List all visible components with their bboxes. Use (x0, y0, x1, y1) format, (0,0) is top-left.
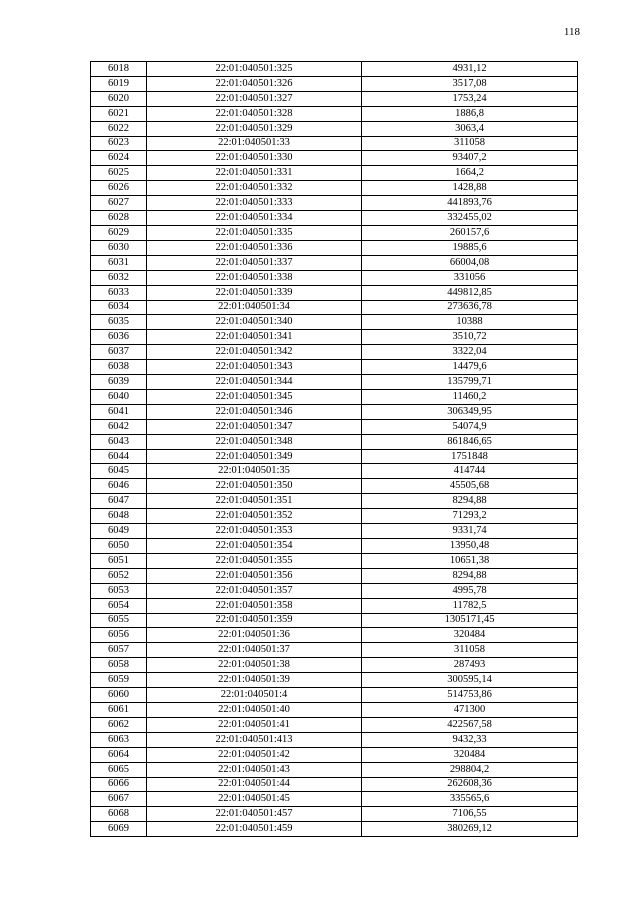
cadastral-number-cell: 22:01:040501:349 (147, 449, 362, 464)
cadastral-number-cell: 22:01:040501:33 (147, 136, 362, 151)
cadastral-number-cell: 22:01:040501:335 (147, 225, 362, 240)
value-cell: 335565,6 (362, 792, 578, 807)
table-row (91, 613, 578, 628)
value-cell: 331056 (362, 270, 578, 285)
row-number-cell: 6055 (91, 613, 147, 628)
value-cell: 1664,2 (362, 166, 578, 181)
value-cell: 320484 (362, 747, 578, 762)
row-number-cell: 6026 (91, 181, 147, 196)
row-number-cell: 6049 (91, 524, 147, 539)
table-row (91, 404, 578, 419)
row-number-cell: 6054 (91, 598, 147, 613)
row-number-cell: 6027 (91, 196, 147, 211)
row-number-cell: 6059 (91, 673, 147, 688)
value-cell: 441893,76 (362, 196, 578, 211)
cadastral-number-cell: 22:01:040501:345 (147, 389, 362, 404)
table-row (91, 464, 578, 479)
table-row (91, 300, 578, 315)
cadastral-number-cell: 22:01:040501:347 (147, 419, 362, 434)
value-cell: 9432,33 (362, 732, 578, 747)
row-number-cell: 6041 (91, 404, 147, 419)
row-number-cell: 6066 (91, 777, 147, 792)
value-cell: 298804,2 (362, 762, 578, 777)
row-number-cell: 6050 (91, 539, 147, 554)
table-row (91, 91, 578, 106)
table-row (91, 419, 578, 434)
table-row (91, 732, 578, 747)
cadastral-number-cell: 22:01:040501:346 (147, 404, 362, 419)
cadastral-number-cell: 22:01:040501:351 (147, 494, 362, 509)
table-row (91, 255, 578, 270)
value-cell: 311058 (362, 643, 578, 658)
table-row (91, 449, 578, 464)
table-row (91, 807, 578, 822)
value-cell: 260157,6 (362, 225, 578, 240)
row-number-cell: 6022 (91, 121, 147, 136)
value-cell: 422567,58 (362, 717, 578, 732)
value-cell: 11460,2 (362, 389, 578, 404)
table-row (91, 524, 578, 539)
row-number-cell: 6031 (91, 255, 147, 270)
table-row (91, 285, 578, 300)
row-number-cell: 6057 (91, 643, 147, 658)
cadastral-value-table (90, 61, 578, 837)
row-number-cell: 6037 (91, 345, 147, 360)
cadastral-number-cell: 22:01:040501:348 (147, 434, 362, 449)
cadastral-number-cell: 22:01:040501:353 (147, 524, 362, 539)
cadastral-number-cell: 22:01:040501:35 (147, 464, 362, 479)
cadastral-number-cell: 22:01:040501:338 (147, 270, 362, 285)
cadastral-number-cell: 22:01:040501:36 (147, 628, 362, 643)
row-number-cell: 6019 (91, 76, 147, 91)
table-row (91, 688, 578, 703)
table-row (91, 225, 578, 240)
table-row (91, 494, 578, 509)
row-number-cell: 6048 (91, 509, 147, 524)
table-row (91, 434, 578, 449)
value-cell: 287493 (362, 658, 578, 673)
table-row (91, 240, 578, 255)
value-cell: 54074,9 (362, 419, 578, 434)
table-row (91, 375, 578, 390)
row-number-cell: 6029 (91, 225, 147, 240)
table-row (91, 136, 578, 151)
row-number-cell: 6043 (91, 434, 147, 449)
value-cell: 861846,65 (362, 434, 578, 449)
cadastral-number-cell: 22:01:040501:43 (147, 762, 362, 777)
table-row (91, 345, 578, 360)
value-cell: 71293,2 (362, 509, 578, 524)
cadastral-number-cell: 22:01:040501:339 (147, 285, 362, 300)
value-cell: 514753,86 (362, 688, 578, 703)
value-cell: 19885,6 (362, 240, 578, 255)
value-cell: 66004,08 (362, 255, 578, 270)
table-row (91, 762, 578, 777)
table-row (91, 211, 578, 226)
table-row (91, 121, 578, 136)
table-row (91, 628, 578, 643)
table-row (91, 76, 578, 91)
cadastral-number-cell: 22:01:040501:342 (147, 345, 362, 360)
cadastral-number-cell: 22:01:040501:357 (147, 583, 362, 598)
row-number-cell: 6053 (91, 583, 147, 598)
value-cell: 332455,02 (362, 211, 578, 226)
cadastral-number-cell: 22:01:040501:327 (147, 91, 362, 106)
row-number-cell: 6064 (91, 747, 147, 762)
table-row (91, 360, 578, 375)
cadastral-number-cell: 22:01:040501:39 (147, 673, 362, 688)
row-number-cell: 6052 (91, 568, 147, 583)
table-row (91, 792, 578, 807)
cadastral-number-cell: 22:01:040501:358 (147, 598, 362, 613)
row-number-cell: 6036 (91, 330, 147, 345)
table-body (91, 62, 578, 837)
row-number-cell: 6042 (91, 419, 147, 434)
value-cell: 1305171,45 (362, 613, 578, 628)
row-number-cell: 6033 (91, 285, 147, 300)
row-number-cell: 6038 (91, 360, 147, 375)
value-cell: 7106,55 (362, 807, 578, 822)
row-number-cell: 6020 (91, 91, 147, 106)
value-cell: 1428,88 (362, 181, 578, 196)
row-number-cell: 6058 (91, 658, 147, 673)
row-number-cell: 6035 (91, 315, 147, 330)
row-number-cell: 6062 (91, 717, 147, 732)
value-cell: 3322,04 (362, 345, 578, 360)
table-row (91, 777, 578, 792)
row-number-cell: 6051 (91, 553, 147, 568)
table-row (91, 196, 578, 211)
table-row (91, 717, 578, 732)
cadastral-number-cell: 22:01:040501:355 (147, 553, 362, 568)
cadastral-number-cell: 22:01:040501:336 (147, 240, 362, 255)
table-row (91, 673, 578, 688)
cadastral-number-cell: 22:01:040501:331 (147, 166, 362, 181)
value-cell: 414744 (362, 464, 578, 479)
cadastral-number-cell: 22:01:040501:44 (147, 777, 362, 792)
value-cell: 273636,78 (362, 300, 578, 315)
cadastral-number-cell: 22:01:040501:413 (147, 732, 362, 747)
table-row (91, 479, 578, 494)
page-number: 118 (563, 26, 580, 38)
table-row (91, 658, 578, 673)
row-number-cell: 6034 (91, 300, 147, 315)
cadastral-number-cell: 22:01:040501:330 (147, 151, 362, 166)
row-number-cell: 6061 (91, 702, 147, 717)
value-cell: 93407,2 (362, 151, 578, 166)
cadastral-number-cell: 22:01:040501:4 (147, 688, 362, 703)
row-number-cell: 6018 (91, 62, 147, 77)
value-cell: 449812,85 (362, 285, 578, 300)
cadastral-number-cell: 22:01:040501:350 (147, 479, 362, 494)
row-number-cell: 6060 (91, 688, 147, 703)
value-cell: 300595,14 (362, 673, 578, 688)
cadastral-number-cell: 22:01:040501:352 (147, 509, 362, 524)
value-cell: 380269,12 (362, 822, 578, 837)
value-cell: 320484 (362, 628, 578, 643)
table-row (91, 568, 578, 583)
value-cell: 135799,71 (362, 375, 578, 390)
table-row (91, 553, 578, 568)
table-row (91, 315, 578, 330)
table-row (91, 822, 578, 837)
value-cell: 306349,95 (362, 404, 578, 419)
value-cell: 1751848 (362, 449, 578, 464)
table-row (91, 509, 578, 524)
value-cell: 3510,72 (362, 330, 578, 345)
cadastral-number-cell: 22:01:040501:40 (147, 702, 362, 717)
value-cell: 8294,88 (362, 568, 578, 583)
row-number-cell: 6067 (91, 792, 147, 807)
row-number-cell: 6024 (91, 151, 147, 166)
row-number-cell: 6044 (91, 449, 147, 464)
value-cell: 10651,38 (362, 553, 578, 568)
cadastral-number-cell: 22:01:040501:332 (147, 181, 362, 196)
table-row (91, 62, 578, 77)
row-number-cell: 6056 (91, 628, 147, 643)
cadastral-number-cell: 22:01:040501:37 (147, 643, 362, 658)
table-row (91, 270, 578, 285)
value-cell: 3517,08 (362, 76, 578, 91)
table-row (91, 539, 578, 554)
table-row (91, 598, 578, 613)
row-number-cell: 6068 (91, 807, 147, 822)
cadastral-number-cell: 22:01:040501:41 (147, 717, 362, 732)
cadastral-number-cell: 22:01:040501:329 (147, 121, 362, 136)
value-cell: 1753,24 (362, 91, 578, 106)
cadastral-number-cell: 22:01:040501:328 (147, 106, 362, 121)
table-row (91, 106, 578, 121)
cadastral-number-cell: 22:01:040501:45 (147, 792, 362, 807)
table-row (91, 583, 578, 598)
cadastral-number-cell: 22:01:040501:457 (147, 807, 362, 822)
cadastral-number-cell: 22:01:040501:38 (147, 658, 362, 673)
row-number-cell: 6040 (91, 389, 147, 404)
cadastral-number-cell: 22:01:040501:333 (147, 196, 362, 211)
cadastral-number-cell: 22:01:040501:326 (147, 76, 362, 91)
value-cell: 1886,8 (362, 106, 578, 121)
value-cell: 11782,5 (362, 598, 578, 613)
value-cell: 4995,78 (362, 583, 578, 598)
row-number-cell: 6039 (91, 375, 147, 390)
cadastral-number-cell: 22:01:040501:340 (147, 315, 362, 330)
cadastral-number-cell: 22:01:040501:344 (147, 375, 362, 390)
row-number-cell: 6047 (91, 494, 147, 509)
table-row (91, 330, 578, 345)
row-number-cell: 6025 (91, 166, 147, 181)
value-cell: 14479,6 (362, 360, 578, 375)
value-cell: 3063,4 (362, 121, 578, 136)
table-row (91, 151, 578, 166)
row-number-cell: 6069 (91, 822, 147, 837)
cadastral-number-cell: 22:01:040501:343 (147, 360, 362, 375)
table-row (91, 643, 578, 658)
cadastral-number-cell: 22:01:040501:459 (147, 822, 362, 837)
cadastral-number-cell: 22:01:040501:341 (147, 330, 362, 345)
row-number-cell: 6032 (91, 270, 147, 285)
row-number-cell: 6030 (91, 240, 147, 255)
cadastral-number-cell: 22:01:040501:34 (147, 300, 362, 315)
table-row (91, 747, 578, 762)
row-number-cell: 6046 (91, 479, 147, 494)
cadastral-number-cell: 22:01:040501:325 (147, 62, 362, 77)
table-row (91, 166, 578, 181)
value-cell: 262608,36 (362, 777, 578, 792)
row-number-cell: 6063 (91, 732, 147, 747)
value-cell: 10388 (362, 315, 578, 330)
table-row (91, 181, 578, 196)
value-cell: 8294,88 (362, 494, 578, 509)
row-number-cell: 6065 (91, 762, 147, 777)
row-number-cell: 6045 (91, 464, 147, 479)
cadastral-number-cell: 22:01:040501:359 (147, 613, 362, 628)
row-number-cell: 6028 (91, 211, 147, 226)
value-cell: 471300 (362, 702, 578, 717)
value-cell: 9331,74 (362, 524, 578, 539)
table-row (91, 702, 578, 717)
table-row (91, 389, 578, 404)
row-number-cell: 6023 (91, 136, 147, 151)
cadastral-number-cell: 22:01:040501:42 (147, 747, 362, 762)
value-cell: 311058 (362, 136, 578, 151)
cadastral-number-cell: 22:01:040501:334 (147, 211, 362, 226)
value-cell: 4931,12 (362, 62, 578, 77)
value-cell: 13950,48 (362, 539, 578, 554)
row-number-cell: 6021 (91, 106, 147, 121)
cadastral-number-cell: 22:01:040501:337 (147, 255, 362, 270)
cadastral-number-cell: 22:01:040501:354 (147, 539, 362, 554)
cadastral-number-cell: 22:01:040501:356 (147, 568, 362, 583)
value-cell: 45505,68 (362, 479, 578, 494)
